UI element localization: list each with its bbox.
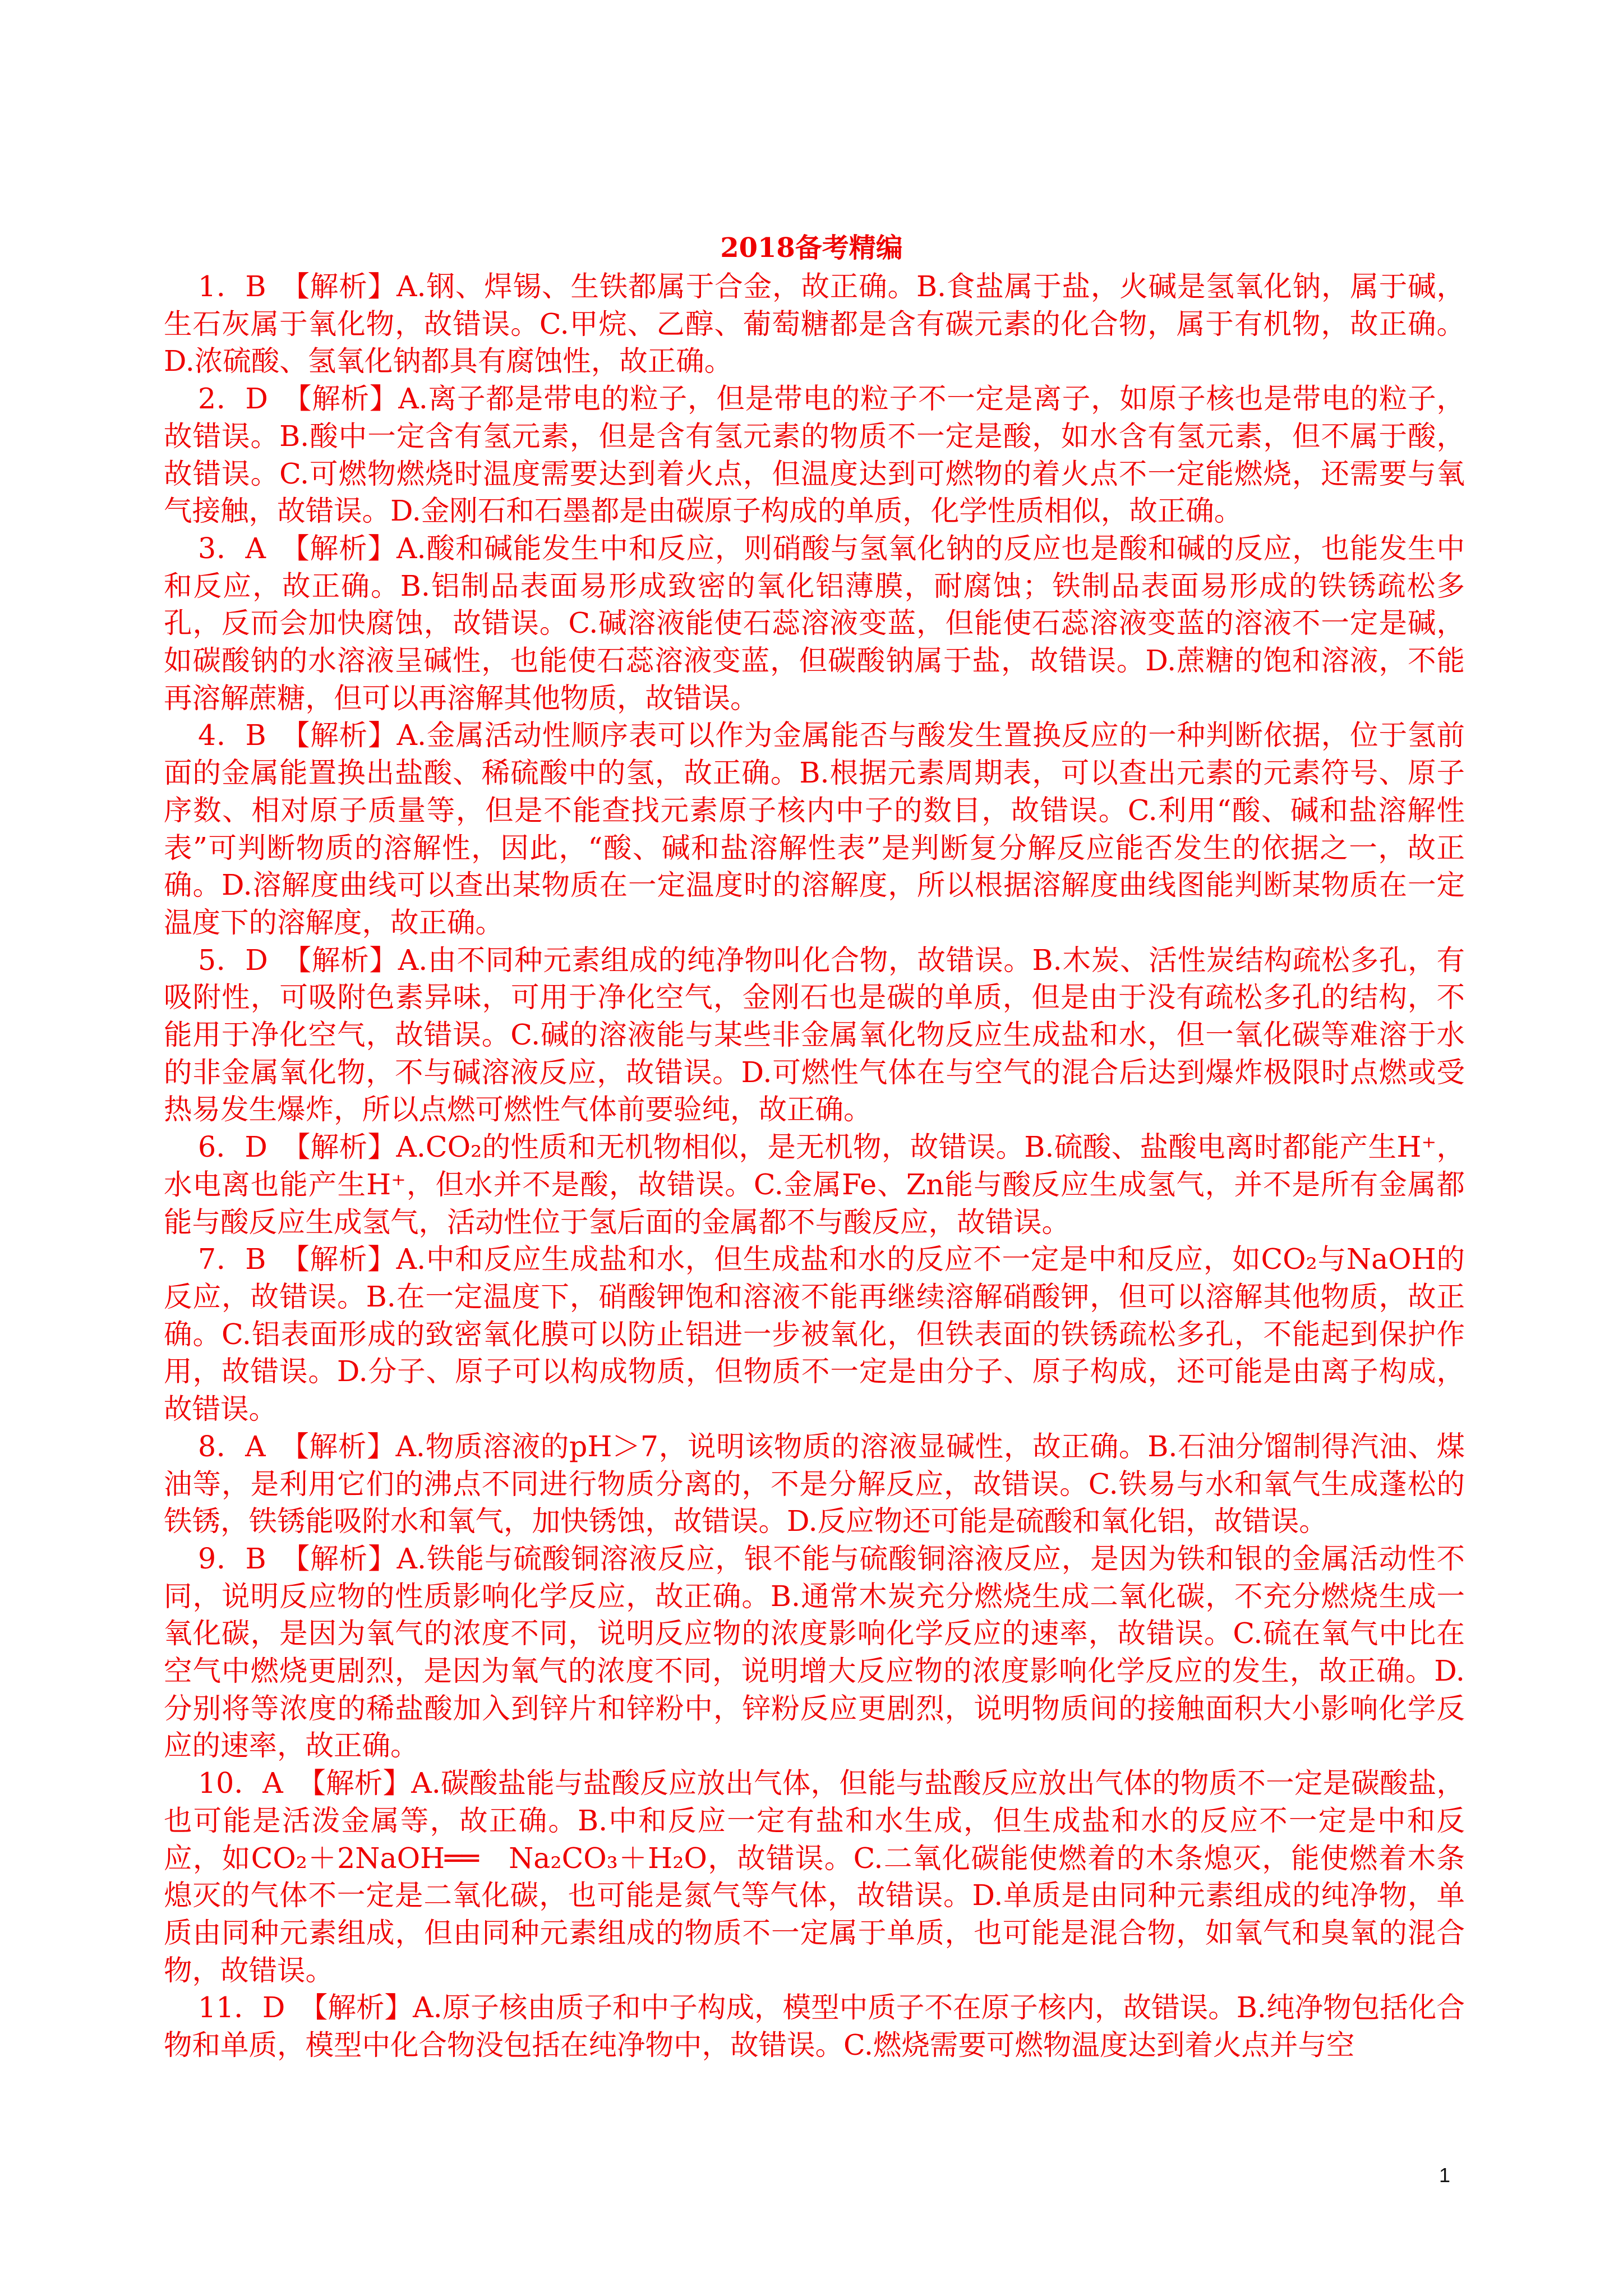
page-number: 1 — [1438, 2164, 1450, 2187]
answer-paragraph-3: 3．A 【解析】A.酸和碱能发生中和反应，则硝酸与氢氧化钠的反应也是酸和碱的反应，也能发生中和反应，故正确。B.铝制品表面易形成致密的氧化铝薄膜，耐腐蚀；铁制品表面易形成的铁锈疏松多孔，反而会加快腐蚀，故错误。C.碱溶液能使石蕊溶液变蓝，但能使石蕊溶液变蓝的溶液不一定是碱，如碳酸钠的水溶液呈碱性，也能使石蕊溶液变蓝，但碳酸钠属于盐，故错误。D.蔗糖的饱和溶液，不能再溶解蔗糖，但可以再溶解其他物质，故错误。 — [164, 531, 1465, 715]
answer-paragraph-5: 5．D 【解析】A.由不同种元素组成的纯净物叫化合物，故错误。B.木炭、活性炭结构疏松多孔，有吸附性，可吸附色素异味，可用于净化空气，金刚石也是碳的单质，但是由于没有疏松多孔的结构，不能用于净化空气，故错误。C.碱的溶液能与某些非金属氧化物反应生成盐和水，但一氧化碳等难溶于水的非金属氧化物，不与碱溶液反应，故错误。D.可燃性气体在与空气的混合后达到爆炸极限时点燃或受热易发生爆炸，所以点燃可燃性气体前要验纯，故正确。 — [164, 943, 1465, 1126]
answer-paragraph-1: 1．B 【解析】A.钢、焊锡、生铁都属于合金，故正确。B.食盐属于盐，火碱是氢氧化钠，属于碱，生石灰属于氧化物，故错误。C.甲烷、乙醇、葡萄糖都是含有碳元素的化合物，属于有机物，故正确。D.浓硫酸、氢氧化钠都具有腐蚀性，故正确。 — [164, 270, 1465, 378]
answer-paragraph-11: 11．D 【解析】A.原子核由质子和中子构成，模型中质子不在原子核内，故错误。B.纯净物包括化合物和单质，模型中化合物没包括在纯净物中，故错误。C.燃烧需要可燃物温度达到着火点并与空 — [164, 1991, 1465, 2062]
answer-list — [164, 268, 1465, 2064]
answer-paragraph-7: 7．B 【解析】A.中和反应生成盐和水，但生成盐和水的反应不一定是中和反应，如CO₂与NaOH的反应，故错误。B.在一定温度下，硝酸钾饱和溶液不能再继续溶解硝酸钾，但可以溶解其他物质，故正确。C.铝表面形成的致密氧化膜可以防止铝进一步被氧化，但铁表面的铁锈疏松多孔，不能起到保护作用，故错误。D.分子、原子可以构成物质，但物质不一定是由分子、原子构成，还可能是由离子构成，故错误。 — [164, 1243, 1465, 1426]
answer-paragraph-2: 2．D 【解析】A.离子都是带电的粒子，但是带电的粒子不一定是离子，如原子核也是带电的粒子，故错误。B.酸中一定含有氢元素，但是含有氢元素的物质不一定是酸，如水含有氢元素，但不属于酸，故错误。C.可燃物燃烧时温度需要达到着火点，但温度达到可燃物的着火点不一定能燃烧，还需要与氧气接触，故错误。D.金刚石和石墨都是由碳原子构成的单质，化学性质相似，故正确。 — [164, 382, 1465, 528]
answer-paragraph-4: 4．B 【解析】A.金属活动性顺序表可以作为金属能否与酸发生置换反应的一种判断依据，位于氢前面的金属能置换出盐酸、稀硫酸中的氢，故正确。B.根据元素周期表，可以查出元素的元素符号、原子序数、相对原子质量等，但是不能查找元素原子核内中子的数目，故错误。C.利用“酸、碱和盐溶解性表”可判断物质的溶解性，因此，“酸、碱和盐溶解性表”是判断复分解反应能否发生的依据之一，故正确。D.溶解度曲线可以查出某物质在一定温度时的溶解度，所以根据溶解度曲线图能判断某物质在一定温度下的溶解度，故正确。 — [164, 719, 1465, 939]
answer-paragraph-9: 9．B 【解析】A.铁能与硫酸铜溶液反应，银不能与硫酸铜溶液反应，是因为铁和银的金属活动性不同，说明反应物的性质影响化学反应，故正确。B.通常木炭充分燃烧生成二氧化碳，不充分燃烧生成一氧化碳，是因为氧气的浓度不同，说明反应物的浓度影响化学反应的速率，故错误。C.硫在氧气中比在空气中燃烧更剧烈，是因为氧气的浓度不同，说明增大反应物的浓度影响化学反应的发生，故正确。D.分别将等浓度的稀盐酸加入到锌片和锌粉中，锌粉反应更剧烈，说明物质间的接触面积大小影响化学反应的速率，故正确。 — [164, 1542, 1465, 1763]
answer-paragraph-8: 8．A 【解析】A.物质溶液的pH＞7，说明该物质的溶液显碱性，故正确。B.石油分馏制得汽油、煤油等，是利用它们的沸点不同进行物质分离的，不是分解反应，故错误。C.铁易与水和氧气生成蓬松的铁锈，铁锈能吸附水和氧气，加快锈蚀，故错误。D.反应物还可能是硫酸和氧化铝，故错误。 — [164, 1429, 1465, 1538]
page-title: 2018备考精编 — [720, 232, 903, 264]
answer-paragraph-10: 10．A 【解析】A.碳酸盐能与盐酸反应放出气体，但能与盐酸反应放出气体的物质不一定是碳酸盐，也可能是活泼金属等，故正确。B.中和反应一定有盐和水生成，但生成盐和水的反应不一定是中和反应，如CO₂＋2NaOH══ Na₂CO₃＋H₂O，故错误。C.二氧化碳能使燃着的木条熄灭，能使燃着木条熄灭的气体不一定是二氧化碳，也可能是氮气等气体，故错误。D.单质是由同种元素组成的纯净物，单质由同种元素组成，但由同种元素组成的物质不一定属于单质，也可能是混合物，如氧气和臭氧的混合物，故错误。 — [164, 1766, 1465, 1987]
answer-paragraph-6: 6．D 【解析】A.CO₂的性质和无机物相似，是无机物，故错误。B.硫酸、盐酸电离时都能产生H⁺，水电离也能产生H⁺，但水并不是酸，故错误。C.金属Fe、Zn能与酸反应生成氢气，并不是所有金属都能与酸反应生成氢气，活动性位于氢后面的金属都不与酸反应，故错误。 — [164, 1130, 1465, 1239]
